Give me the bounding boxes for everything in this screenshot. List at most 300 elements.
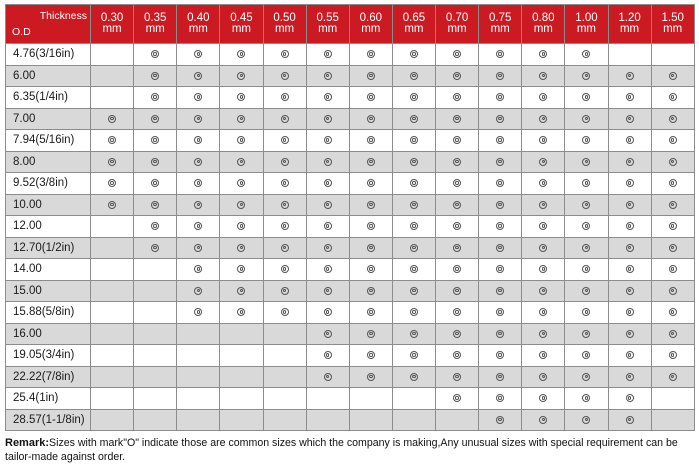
double-circle-icon [367,222,375,230]
table-row [6,65,695,87]
double-circle-icon [194,222,202,230]
availability-cell [608,194,651,216]
double-circle-icon [453,330,461,338]
availability-cell [91,216,134,238]
double-circle-icon [539,308,547,316]
availability-cell [392,302,435,324]
availability-cell [436,259,479,281]
availability-cell [522,323,565,345]
double-circle-icon [496,179,504,187]
availability-cell [134,44,177,66]
thickness-column-header [608,5,651,44]
availability-cell [91,345,134,367]
availability-cell [263,409,306,431]
availability-cell [479,87,522,109]
availability-cell [565,65,608,87]
availability-cell [349,87,392,109]
availability-cell [220,108,263,130]
availability-cell [263,237,306,259]
table-row [6,259,695,281]
availability-cell [651,44,694,66]
availability-cell [263,151,306,173]
availability-cell [608,388,651,410]
double-circle-icon [496,265,504,273]
double-circle-icon [281,158,289,166]
double-circle-icon [108,136,116,144]
availability-cell [134,302,177,324]
thickness-value: 0.55 [316,11,339,24]
availability-cell [134,194,177,216]
double-circle-icon [669,136,677,144]
double-circle-icon [539,222,547,230]
availability-cell [306,130,349,152]
double-circle-icon [367,244,375,252]
double-circle-icon [539,244,547,252]
double-circle-icon [194,179,202,187]
availability-cell [306,345,349,367]
od-size-cell: 7.94(5/16in) [6,130,91,152]
double-circle-icon [194,287,202,295]
double-circle-icon [626,93,634,101]
double-circle-icon [151,158,159,166]
availability-cell [651,65,694,87]
availability-cell [263,302,306,324]
availability-cell [91,130,134,152]
availability-cell [436,237,479,259]
availability-cell [177,44,220,66]
double-circle-icon [410,158,418,166]
availability-cell [565,345,608,367]
double-circle-icon [453,394,461,402]
availability-cell [436,87,479,109]
availability-cell [479,323,522,345]
availability-cell [306,237,349,259]
double-circle-icon [410,287,418,295]
double-circle-icon [194,136,202,144]
availability-cell [522,237,565,259]
double-circle-icon [626,330,634,338]
availability-cell [392,409,435,431]
double-circle-icon [410,201,418,209]
double-circle-icon [108,158,116,166]
availability-cell [436,151,479,173]
double-circle-icon [281,265,289,273]
availability-cell [436,108,479,130]
double-circle-icon [324,72,332,80]
availability-cell [220,323,263,345]
availability-cell [479,130,522,152]
availability-cell [565,302,608,324]
thickness-unit: mm [576,23,597,35]
double-circle-icon [626,416,634,424]
od-size-cell: 4.76(3/16in) [6,44,91,66]
thickness-unit: mm [619,23,640,35]
availability-cell [177,366,220,388]
od-size-cell: 6.35(1/4in) [6,87,91,109]
double-circle-icon [151,72,159,80]
availability-cell [134,280,177,302]
availability-cell [134,259,177,281]
double-circle-icon [324,50,332,58]
double-circle-icon [669,179,677,187]
availability-cell [651,280,694,302]
availability-cell [91,108,134,130]
od-size-cell: 14.00 [6,259,91,281]
availability-cell [479,259,522,281]
availability-cell [177,323,220,345]
double-circle-icon [108,201,116,209]
availability-cell [522,194,565,216]
double-circle-icon [669,265,677,273]
availability-cell [263,345,306,367]
double-circle-icon [626,179,634,187]
double-circle-icon [626,373,634,381]
double-circle-icon [151,50,159,58]
double-circle-icon [410,136,418,144]
double-circle-icon [237,50,245,58]
double-circle-icon [367,115,375,123]
thickness-column-header [479,5,522,44]
availability-cell [522,216,565,238]
double-circle-icon [281,308,289,316]
availability-cell [522,44,565,66]
od-size-cell: 22.22(7/8in) [6,366,91,388]
availability-cell [392,44,435,66]
double-circle-icon [367,201,375,209]
availability-cell [522,409,565,431]
availability-cell [565,409,608,431]
availability-cell [392,216,435,238]
double-circle-icon [582,93,590,101]
availability-cell [392,87,435,109]
double-circle-icon [582,136,590,144]
availability-cell [522,87,565,109]
availability-cell [522,108,565,130]
double-circle-icon [496,373,504,381]
double-circle-icon [281,115,289,123]
double-circle-icon [539,115,547,123]
availability-cell [220,409,263,431]
double-circle-icon [151,201,159,209]
availability-cell [565,323,608,345]
availability-cell [522,259,565,281]
double-circle-icon [324,287,332,295]
table-row [6,237,695,259]
thickness-value: 1.50 [661,11,684,24]
availability-cell [91,151,134,173]
double-circle-icon [496,351,504,359]
double-circle-icon [453,308,461,316]
availability-cell [608,87,651,109]
availability-cell [479,173,522,195]
double-circle-icon [496,115,504,123]
availability-cell [91,366,134,388]
double-circle-icon [281,244,289,252]
thickness-value: 0.80 [532,11,555,24]
double-circle-icon [151,179,159,187]
double-circle-icon [410,308,418,316]
availability-cell [479,65,522,87]
availability-cell [608,65,651,87]
od-size-cell: 9.52(3/8in) [6,173,91,195]
availability-cell [349,302,392,324]
availability-cell [306,409,349,431]
availability-cell [522,388,565,410]
double-circle-icon [626,158,634,166]
availability-cell [479,194,522,216]
double-circle-icon [539,72,547,80]
double-circle-icon [669,201,677,209]
double-circle-icon [453,93,461,101]
availability-cell [220,345,263,367]
double-circle-icon [496,72,504,80]
availability-cell [220,44,263,66]
double-circle-icon [367,136,375,144]
double-circle-icon [453,287,461,295]
thickness-column-header [349,5,392,44]
double-circle-icon [108,179,116,187]
double-circle-icon [496,50,504,58]
availability-cell [220,259,263,281]
double-circle-icon [539,287,547,295]
table-row [6,345,695,367]
availability-cell [177,65,220,87]
availability-cell [436,302,479,324]
double-circle-icon [324,115,332,123]
availability-cell [651,151,694,173]
double-circle-icon [669,308,677,316]
double-circle-icon [626,72,634,80]
availability-cell [349,345,392,367]
table-row [6,216,695,238]
availability-cell [263,65,306,87]
thickness-unit: mm [145,23,165,35]
availability-cell [91,409,134,431]
availability-cell [522,280,565,302]
double-circle-icon [582,222,590,230]
availability-cell [651,323,694,345]
availability-cell [479,409,522,431]
availability-cell [263,87,306,109]
availability-cell [306,259,349,281]
availability-cell [479,108,522,130]
availability-cell [91,65,134,87]
availability-cell [608,44,651,66]
availability-cell [392,173,435,195]
double-circle-icon [453,72,461,80]
thickness-value: 0.70 [445,11,469,24]
double-circle-icon [539,136,547,144]
availability-cell [436,323,479,345]
double-circle-icon [669,330,677,338]
table-row [6,388,695,410]
double-circle-icon [453,201,461,209]
double-circle-icon [281,50,289,58]
thickness-unit: mm [274,23,295,35]
table-row [6,87,695,109]
double-circle-icon [539,50,547,58]
availability-cell [479,44,522,66]
od-label: O.D [12,26,31,38]
od-size-cell: 8.00 [6,151,91,173]
table-row [6,151,695,173]
availability-cell [436,44,479,66]
availability-cell [436,130,479,152]
double-circle-icon [281,222,289,230]
od-size-cell: 19.05(3/4in) [6,345,91,367]
availability-cell [522,173,565,195]
thickness-column-header [220,5,263,44]
availability-cell [91,44,134,66]
double-circle-icon [281,287,289,295]
thickness-unit: mm [361,23,381,35]
double-circle-icon [108,115,116,123]
double-circle-icon [410,72,418,80]
availability-cell [220,65,263,87]
table-row [6,108,695,130]
availability-cell [565,151,608,173]
availability-cell [479,388,522,410]
availability-cell [349,237,392,259]
thickness-value: 0.75 [488,11,512,24]
double-circle-icon [367,351,375,359]
double-circle-icon [582,72,590,80]
availability-cell [651,173,694,195]
availability-cell [91,237,134,259]
availability-cell [651,302,694,324]
double-circle-icon [237,158,245,166]
availability-cell [392,259,435,281]
availability-cell [134,173,177,195]
availability-cell [608,237,651,259]
availability-cell [608,409,651,431]
availability-cell [522,345,565,367]
double-circle-icon [539,416,547,424]
availability-cell [565,388,608,410]
double-circle-icon [496,93,504,101]
double-circle-icon [582,308,590,316]
availability-cell [436,65,479,87]
availability-cell [91,323,134,345]
availability-cell [134,216,177,238]
availability-cell [177,388,220,410]
od-size-cell: 7.00 [6,108,91,130]
double-circle-icon [453,136,461,144]
availability-cell [392,130,435,152]
availability-cell [177,409,220,431]
availability-cell [306,216,349,238]
od-size-cell: 6.00 [6,65,91,87]
thickness-unit: mm [318,23,338,35]
availability-cell [263,130,306,152]
availability-cell [349,151,392,173]
double-circle-icon [669,373,677,381]
availability-cell [565,44,608,66]
double-circle-icon [669,287,677,295]
availability-cell [306,194,349,216]
availability-cell [263,108,306,130]
double-circle-icon [453,373,461,381]
thickness-unit: mm [533,23,553,35]
thickness-column-header [651,5,694,44]
remark-label: Remark: [5,437,50,449]
availability-cell [263,388,306,410]
availability-cell [134,130,177,152]
availability-cell [565,173,608,195]
double-circle-icon [367,50,375,58]
table-row [6,302,695,324]
availability-cell [392,280,435,302]
double-circle-icon [237,222,245,230]
availability-cell [91,259,134,281]
availability-cell [608,323,651,345]
thickness-value: 0.60 [359,11,382,24]
double-circle-icon [237,265,245,273]
availability-cell [91,388,134,410]
double-circle-icon [582,351,590,359]
thickness-value: 0.40 [187,11,210,24]
double-circle-icon [367,287,375,295]
double-circle-icon [539,330,547,338]
table-row [6,44,695,66]
table-row [6,173,695,195]
double-circle-icon [496,244,504,252]
thickness-label: Thickness [39,10,87,22]
availability-cell [436,409,479,431]
availability-cell [608,108,651,130]
availability-cell [306,388,349,410]
availability-cell [392,388,435,410]
thickness-unit: mm [404,23,424,35]
double-circle-icon [496,287,504,295]
thickness-value: 0.35 [143,11,167,24]
thickness-column-header [263,5,306,44]
availability-cell [392,323,435,345]
thickness-column-header [306,5,349,44]
availability-cell [349,65,392,87]
od-size-cell: 16.00 [6,323,91,345]
double-circle-icon [496,158,504,166]
double-circle-icon [151,136,159,144]
thickness-value: 0.30 [100,11,124,24]
availability-cell [608,151,651,173]
availability-cell [651,237,694,259]
double-circle-icon [669,244,677,252]
availability-cell [392,194,435,216]
availability-cell [522,130,565,152]
double-circle-icon [582,50,590,58]
header-row [6,5,695,44]
double-circle-icon [410,351,418,359]
availability-cell [306,108,349,130]
availability-cell [91,194,134,216]
thickness-unit: mm [447,23,467,35]
thickness-column-header [392,5,435,44]
double-circle-icon [453,351,461,359]
double-circle-icon [539,201,547,209]
double-circle-icon [539,265,547,273]
availability-cell [651,388,694,410]
availability-cell [220,194,263,216]
double-circle-icon [367,158,375,166]
availability-cell [651,216,694,238]
availability-cell [522,151,565,173]
corner-header-cell [6,5,91,44]
double-circle-icon [194,93,202,101]
availability-cell [565,216,608,238]
availability-cell [479,280,522,302]
double-circle-icon [669,222,677,230]
